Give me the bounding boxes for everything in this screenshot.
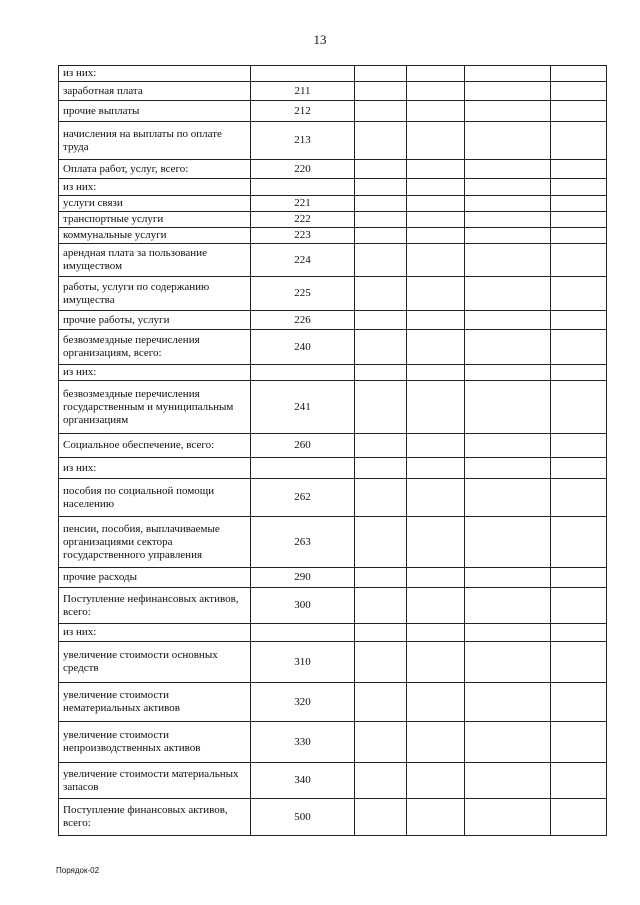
row-code: 226 [251, 311, 355, 330]
row-code: 222 [251, 212, 355, 228]
row-code: 262 [251, 479, 355, 517]
row-label: коммунальные услуги [59, 228, 251, 244]
row-code: 340 [251, 763, 355, 799]
row-code: 211 [251, 82, 355, 101]
row-label: пособия по социальной помощи населению [59, 479, 251, 517]
table-row [59, 196, 607, 212]
row-code [251, 458, 355, 479]
row-code: 320 [251, 683, 355, 722]
row-label: работы, услуги по содержанию имущества [59, 277, 251, 311]
table-row [59, 799, 607, 836]
row-code: 241 [251, 381, 355, 434]
table-row [59, 683, 607, 722]
table-row [59, 66, 607, 82]
row-label: безвозмездные перечисления организациям, всего: [59, 330, 251, 365]
footer-label: Порядок-02 [56, 866, 100, 875]
row-label: Социальное обеспечение, всего: [59, 434, 251, 458]
table-row [59, 458, 607, 479]
row-code: 500 [251, 799, 355, 836]
row-label: из них: [59, 66, 251, 82]
table-row [59, 642, 607, 683]
row-code: 300 [251, 588, 355, 624]
row-code: 225 [251, 277, 355, 311]
row-code: 224 [251, 244, 355, 277]
row-label: прочие расходы [59, 568, 251, 588]
table-row [59, 517, 607, 568]
row-code: 220 [251, 160, 355, 179]
row-label: увеличение стоимости основных средств [59, 642, 251, 683]
row-label: увеличение стоимости материальных запасов [59, 763, 251, 799]
table-row [59, 179, 607, 196]
row-code: 221 [251, 196, 355, 212]
row-label: Поступление финансовых активов, всего: [59, 799, 251, 836]
row-label: пенсии, пособия, выплачиваемые организациями сектора государственного управления [59, 517, 251, 568]
budget-table [58, 65, 607, 836]
row-code: 213 [251, 122, 355, 160]
table-row [59, 381, 607, 434]
row-code [251, 179, 355, 196]
row-label: из них: [59, 179, 251, 196]
row-code: 260 [251, 434, 355, 458]
row-label: прочие работы, услуги [59, 311, 251, 330]
table-row [59, 277, 607, 311]
table-row [59, 122, 607, 160]
table-row [59, 228, 607, 244]
row-label: начисления на выплаты по оплате труда [59, 122, 251, 160]
row-label: Оплата работ, услуг, всего: [59, 160, 251, 179]
row-code: 212 [251, 101, 355, 122]
table-row [59, 160, 607, 179]
row-code: 240 [251, 330, 355, 365]
table-row [59, 722, 607, 763]
row-code: 310 [251, 642, 355, 683]
page-number: 13 [313, 32, 327, 47]
table-row [59, 82, 607, 101]
table-row [59, 624, 607, 642]
row-code: 263 [251, 517, 355, 568]
table-row [59, 365, 607, 381]
row-code: 223 [251, 228, 355, 244]
table-row [59, 311, 607, 330]
row-label: прочие выплаты [59, 101, 251, 122]
table-row [59, 212, 607, 228]
table-row [59, 330, 607, 365]
row-code: 330 [251, 722, 355, 763]
table-row [59, 588, 607, 624]
row-label: транспортные услуги [59, 212, 251, 228]
row-code [251, 365, 355, 381]
table-row [59, 434, 607, 458]
table-row [59, 763, 607, 799]
row-label: арендная плата за пользование имуществом [59, 244, 251, 277]
row-code: 290 [251, 568, 355, 588]
row-label: из них: [59, 365, 251, 381]
row-label: из них: [59, 624, 251, 642]
table-row [59, 101, 607, 122]
row-code [251, 624, 355, 642]
table-row [59, 244, 607, 277]
table-row [59, 568, 607, 588]
row-code [251, 66, 355, 82]
row-label: заработная плата [59, 82, 251, 101]
row-label: из них: [59, 458, 251, 479]
row-label: увеличение стоимости непроизводственных активов [59, 722, 251, 763]
row-label: услуги связи [59, 196, 251, 212]
row-label: увеличение стоимости нематериальных активов [59, 683, 251, 722]
row-label: безвозмездные перечисления государственным и муниципальным организациям [59, 381, 251, 434]
table-row [59, 479, 607, 517]
row-label: Поступление нефинансовых активов, всего: [59, 588, 251, 624]
